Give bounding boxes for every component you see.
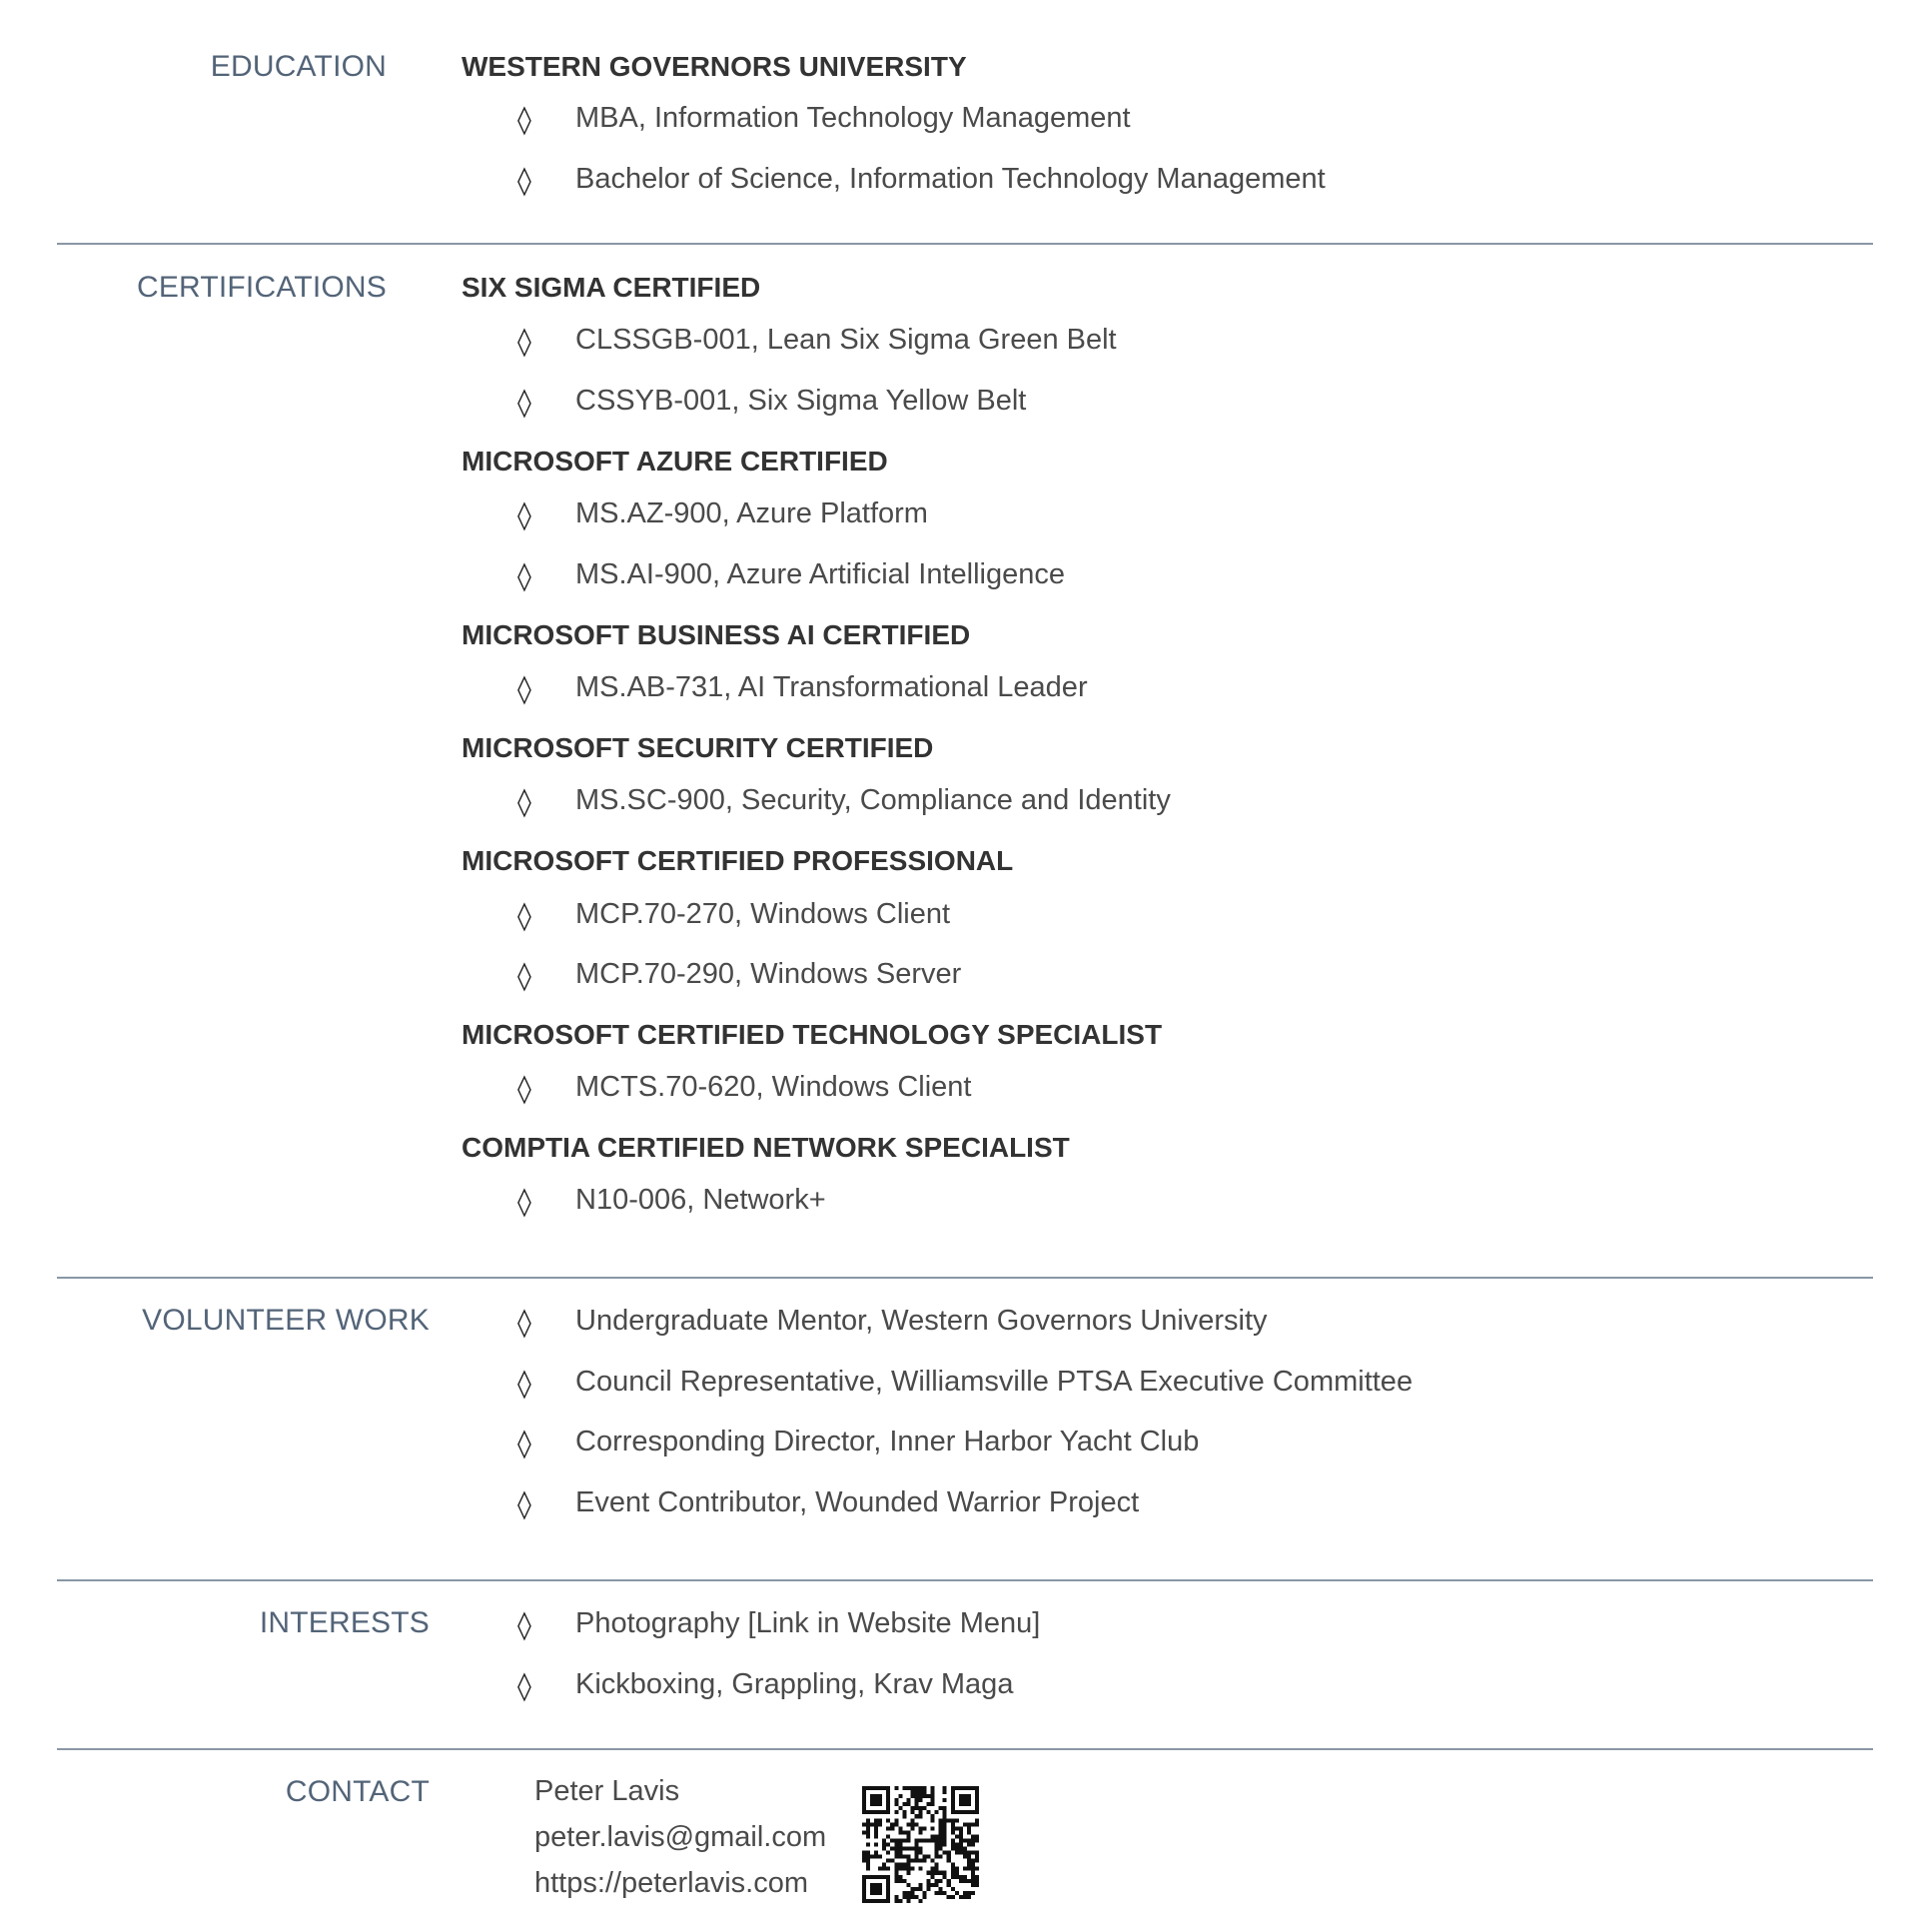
contact-email-link[interactable]: peter.lavis@gmail.com: [534, 1821, 827, 1853]
bullet-icon: ◊: [517, 1669, 531, 1702]
bullet-icon: ◊: [517, 164, 531, 197]
cert-group-title: MICROSOFT CERTIFIED TECHNOLOGY SPECIALIST: [462, 1019, 1163, 1050]
bullet-icon: ◊: [517, 1072, 531, 1105]
cert-group-title: SIX SIGMA CERTIFIED: [462, 272, 761, 303]
bullet-icon: ◊: [517, 559, 531, 592]
contact-website-link[interactable]: https://peterlavis.com: [534, 1867, 808, 1899]
education-school: WESTERN GOVERNORS UNIVERSITY: [462, 51, 967, 82]
section-divider: [57, 1277, 1873, 1279]
contact-label: CONTACT: [285, 1775, 430, 1808]
cert-item: MCP.70-290, Windows Server: [575, 958, 962, 990]
bullet-icon: ◊: [517, 498, 531, 531]
bullet-icon: ◊: [517, 1185, 531, 1218]
volunteer-item: Undergraduate Mentor, Western Governors University: [575, 1305, 1268, 1337]
cert-group-title: MICROSOFT AZURE CERTIFIED: [462, 446, 888, 477]
cert-item: MS.SC-900, Security, Compliance and Identity: [575, 784, 1171, 816]
bullet-icon: ◊: [517, 1487, 531, 1520]
cert-item: CLSSGB-001, Lean Six Sigma Green Belt: [575, 324, 1117, 356]
qr-code-icon[interactable]: [862, 1786, 979, 1903]
bullet-icon: ◊: [517, 103, 531, 136]
bullet-icon: ◊: [517, 325, 531, 358]
education-item: MBA, Information Technology Management: [575, 102, 1131, 134]
interests-label: INTERESTS: [259, 1606, 430, 1639]
volunteer-label: VOLUNTEER WORK: [142, 1304, 430, 1337]
bullet-icon: ◊: [517, 1306, 531, 1339]
bullet-icon: ◊: [517, 959, 531, 992]
cert-group-title: MICROSOFT BUSINESS AI CERTIFIED: [462, 619, 971, 650]
education-item: Bachelor of Science, Information Technology Management: [575, 163, 1326, 195]
certifications-label: CERTIFICATIONS: [136, 271, 387, 304]
bullet-icon: ◊: [517, 1367, 531, 1400]
education-label: EDUCATION: [210, 50, 387, 83]
volunteer-item: Event Contributor, Wounded Warrior Project: [575, 1486, 1140, 1518]
interest-item: Kickboxing, Grappling, Krav Maga: [575, 1668, 1014, 1700]
bullet-icon: ◊: [517, 899, 531, 932]
bullet-icon: ◊: [517, 785, 531, 818]
cert-item: N10-006, Network+: [575, 1184, 826, 1216]
cert-item: MCP.70-270, Windows Client: [575, 898, 951, 930]
section-divider: [57, 1748, 1873, 1750]
bullet-icon: ◊: [517, 1608, 531, 1641]
cert-group-title: COMPTIA CERTIFIED NETWORK SPECIALIST: [462, 1132, 1070, 1163]
bullet-icon: ◊: [517, 672, 531, 705]
contact-name: Peter Lavis: [534, 1775, 680, 1807]
cert-item: MCTS.70-620, Windows Client: [575, 1071, 972, 1103]
volunteer-item: Council Representative, Williamsville PTSA Executive Committee: [575, 1366, 1414, 1398]
volunteer-item: Corresponding Director, Inner Harbor Yacht Club: [575, 1426, 1200, 1457]
interest-item: Photography [Link in Website Menu]: [575, 1607, 1041, 1639]
cert-item: MS.AI-900, Azure Artificial Intelligence: [575, 558, 1066, 590]
cert-item: MS.AB-731, AI Transformational Leader: [575, 671, 1088, 703]
cert-item: MS.AZ-900, Azure Platform: [575, 497, 928, 529]
bullet-icon: ◊: [517, 386, 531, 419]
cert-group-title: MICROSOFT CERTIFIED PROFESSIONAL: [462, 845, 1014, 876]
cert-group-title: MICROSOFT SECURITY CERTIFIED: [462, 732, 934, 763]
cert-item: CSSYB-001, Six Sigma Yellow Belt: [575, 385, 1027, 417]
section-divider: [57, 243, 1873, 245]
section-divider: [57, 1579, 1873, 1581]
bullet-icon: ◊: [517, 1427, 531, 1459]
